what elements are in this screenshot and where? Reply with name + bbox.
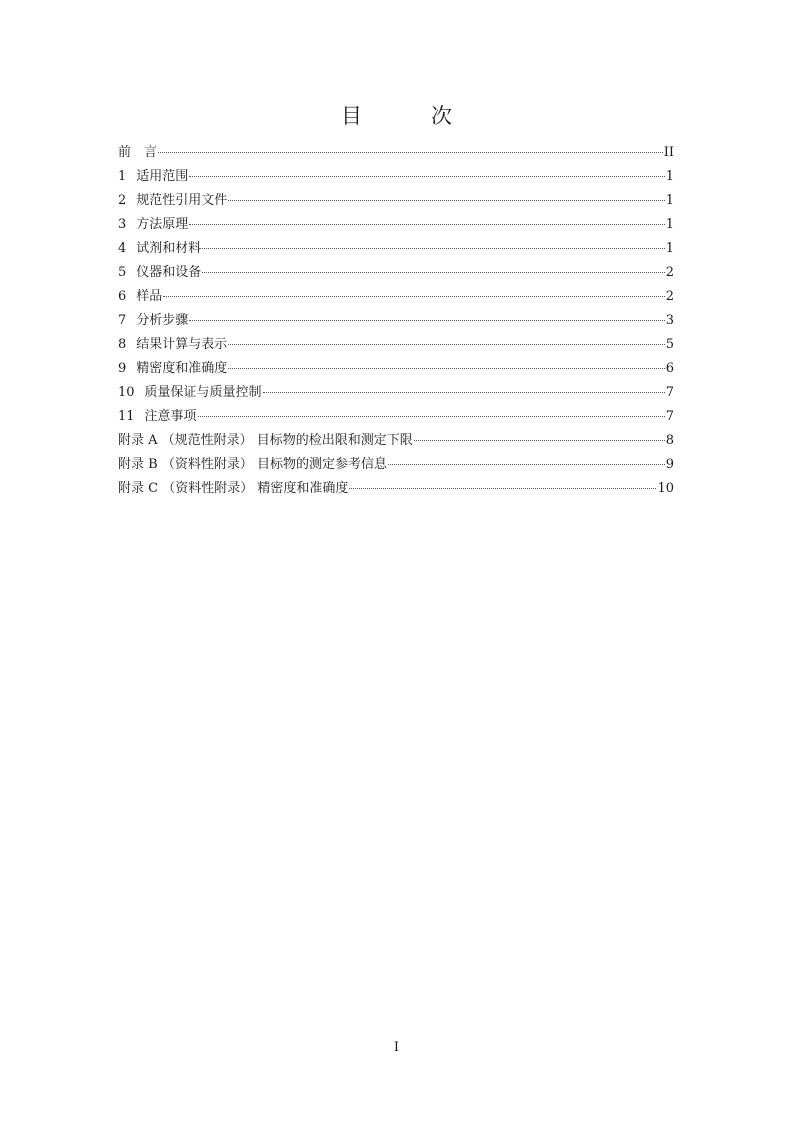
toc-entry-page: 7: [665, 409, 674, 424]
toc-dot-leader: [163, 286, 664, 297]
toc-entry-number: 4: [118, 241, 127, 256]
toc-entry-page: 1: [665, 241, 674, 256]
toc-entry-page: 1: [665, 193, 674, 208]
toc-entry-page: 3: [665, 313, 674, 328]
toc-dot-leader: [202, 262, 664, 273]
toc-entry-appendix-c[interactable]: [118, 477, 674, 501]
toc-entry[interactable]: [118, 405, 674, 429]
toc-entry-label: [118, 141, 157, 165]
toc-entry-label: [118, 237, 201, 261]
toc-entry-number: 7: [118, 313, 127, 328]
toc-dot-leader: [228, 190, 664, 201]
toc-entry-label: [118, 381, 262, 405]
toc-title: 目 次: [341, 104, 476, 128]
toc-entry-text: 方法原理: [136, 217, 189, 232]
toc-entry[interactable]: [118, 333, 674, 357]
toc-dot-leader: [189, 214, 664, 225]
toc-entry-appendix-b[interactable]: [118, 453, 674, 477]
toc-entry[interactable]: [118, 189, 674, 213]
toc-entry-text: 附录 C （资料性附录） 精密度和准确度: [118, 481, 349, 496]
toc-entry-label: [118, 429, 413, 453]
toc-dot-leader: [189, 310, 664, 321]
toc-entry-number: 3: [118, 217, 127, 232]
toc-entry[interactable]: [118, 261, 674, 285]
toc-entry-number: 6: [118, 289, 127, 304]
toc-entry-label: [118, 405, 197, 429]
toc-entry-number: 2: [118, 193, 127, 208]
toc-entry-number: 9: [118, 361, 127, 376]
toc-entry[interactable]: [118, 237, 674, 261]
toc-entry-text: 附录 A （规范性附录） 目标物的检出限和测定下限: [118, 433, 413, 448]
toc-dot-leader: [189, 166, 664, 177]
toc-entry-label: [118, 189, 227, 213]
toc-entry-page: II: [663, 145, 674, 160]
toc-entry-page: 6: [665, 361, 674, 376]
toc-entry-label: [118, 333, 227, 357]
toc-entry-page: 8: [665, 433, 674, 448]
toc-dot-leader: [414, 430, 665, 441]
page-number: I: [393, 1040, 400, 1055]
toc-dot-leader: [158, 142, 663, 153]
toc-entry-label: [118, 285, 162, 309]
toc-entry-page: 2: [665, 265, 674, 280]
toc-entry-number: 8: [118, 337, 127, 352]
toc-entry-label: [118, 165, 188, 189]
toc-entry-text: 结果计算与表示: [136, 337, 228, 352]
toc-entry-text: 前 言: [118, 145, 158, 160]
toc-entry-label: [118, 309, 188, 333]
toc-entry[interactable]: [118, 141, 674, 165]
toc-entry-number: 5: [118, 265, 127, 280]
toc-entry[interactable]: [118, 309, 674, 333]
toc-entry-label: [118, 477, 348, 501]
toc-entry-appendix-a[interactable]: [118, 429, 674, 453]
toc-entry-page: 10: [657, 481, 674, 496]
toc-entry-page: 5: [665, 337, 674, 352]
toc-entry-number: 10: [118, 385, 135, 400]
toc-entry-text: 样品: [136, 289, 163, 304]
toc-entry-label: [118, 213, 188, 237]
toc-dot-leader: [388, 454, 665, 465]
toc-dot-leader: [228, 358, 664, 369]
toc-entry-text: 仪器和设备: [136, 265, 202, 280]
toc-entry-label: [118, 453, 387, 477]
toc-entry-label: [118, 261, 201, 285]
toc-entry[interactable]: [118, 285, 674, 309]
toc-dot-leader: [349, 478, 656, 489]
toc-entry-page: 1: [665, 169, 674, 184]
toc-dot-leader: [198, 406, 665, 417]
toc-entry-text: 注意事项: [144, 409, 197, 424]
toc-entry-page: 7: [665, 385, 674, 400]
toc-entry-label: [118, 357, 227, 381]
toc-entry-text: 附录 B （资料性附录） 目标物的测定参考信息: [118, 457, 387, 472]
toc-entry-page: 2: [665, 289, 674, 304]
toc-dot-leader: [202, 238, 664, 249]
toc-entry-text: 适用范围: [136, 169, 189, 184]
toc-entry-text: 精密度和准确度: [136, 361, 228, 376]
toc-entry-text: 分析步骤: [136, 313, 189, 328]
toc-dot-leader: [263, 382, 665, 393]
toc-entry-number: 11: [118, 409, 135, 424]
toc-list: [118, 141, 674, 501]
toc-entry[interactable]: [118, 165, 674, 189]
toc-entry[interactable]: [118, 213, 674, 237]
toc-entry-number: 1: [118, 169, 127, 184]
toc-entry-page: 1: [665, 217, 674, 232]
toc-dot-leader: [228, 334, 664, 345]
toc-entry-text: 试剂和材料: [136, 241, 202, 256]
toc-entry-text: 规范性引用文件: [136, 193, 228, 208]
toc-entry[interactable]: [118, 381, 674, 405]
toc-entry-text: 质量保证与质量控制: [144, 385, 262, 400]
toc-entry[interactable]: [118, 357, 674, 381]
toc-entry-page: 9: [665, 457, 674, 472]
